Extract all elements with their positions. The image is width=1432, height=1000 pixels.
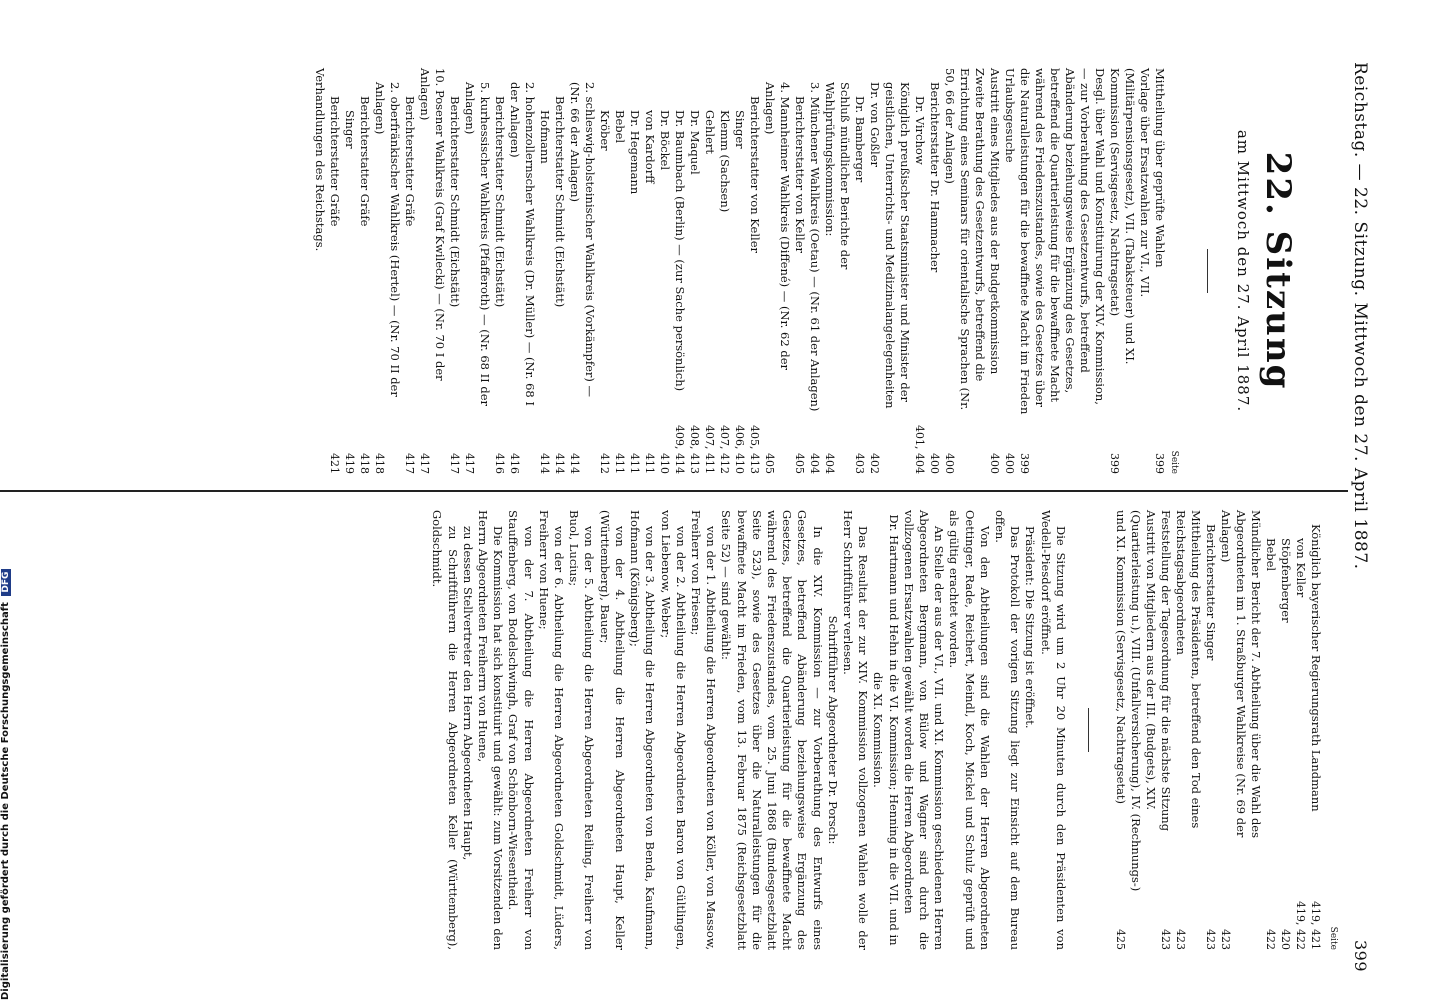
toc-entry-text: Zweite Berathung des Gesetzentwurfs, betreffend die Errichtung eines Seminars für orientalische Sprachen (Nr. 50, 66 der Anlagen) (943, 68, 987, 411)
proceedings-paragraph: In die XIV. Kommission — zur Vorberathung des Entwurfs eines Gesetzes, betreffend Abänderung beziehungsweise Ergänzung des Gesetzes, betreffend die Quartierleistung für die bewaffnete Macht während des Friedenszustandes, vom 25. Juni 1868 (Bundesgesetzblatt Seite 523), sowie des Gesetzes über die Naturalleistungen für die bewaffnete Macht im Frieden, vom 13. Februar 1875 (Reichsgesetzblatt Seite 52) — sind gewählt: (719, 510, 825, 950)
proceedings-paragraph: Das Protokoll der vorigen Sitzung liegt zur Einsicht auf dem Bureau offen. (992, 510, 1023, 950)
toc-entry (1308, 510, 1323, 950)
toc-entry-text: Urlaubsgesuche (1003, 68, 1017, 163)
toc-entry-page: 417 (448, 453, 461, 474)
table-of-contents (312, 68, 1167, 474)
toc-entry-text: Stöpfenberger (1278, 538, 1293, 623)
proceedings-paragraph: Die Sitzung wird um 2 Uhr 20 Minuten durch den Präsidenten von Wedell-Piesdorf eröffnet. (1038, 510, 1068, 950)
toc-entry-text: Dr. Virchow (913, 96, 927, 165)
toc-entry-text: von Kardorff (643, 110, 657, 184)
toc-entry-text: Gehlert (703, 110, 717, 155)
toc-entry-page: 404 (823, 453, 836, 474)
toc-entry (657, 68, 672, 474)
proceedings-paragraph: von der 3. Abtheilung die Herren Abgeordneten von Benda, Kaufmann, Hofmann (Königsberg); (628, 510, 658, 950)
toc-entry (822, 68, 852, 474)
toc-entry-page: 400 (988, 453, 1001, 474)
toc-entry-text: Dr. Böckel (658, 110, 672, 171)
toc-entry-page: 405 (793, 453, 806, 474)
toc-entry-page: 423 (1173, 929, 1187, 950)
toc-entry-text: Dr. Maquel (688, 110, 702, 175)
toc-entry-text: Austritt eines Mitgliedes aus der Budgetkommission (988, 68, 1002, 375)
toc-entry-text: Kröber (598, 110, 612, 151)
toc-entry (747, 68, 762, 474)
toc-entry-text: Singer (733, 110, 747, 149)
toc-entry (792, 68, 807, 474)
toc-entry-page: 404 (808, 453, 821, 474)
proceedings-paragraph: zu Schriftführern die Herren Abgeordneten Keller (Württemberg), Goldschmidt. (430, 510, 460, 950)
toc-entry-text: 4. Mannheimer Wahlkreis (Diffené) — (Nr. 62 der Anlagen) (763, 82, 792, 371)
toc-entry (852, 68, 867, 474)
toc-entry-text: Bebel (1263, 538, 1278, 572)
toc-entry-text: Berichterstatter von Keller (748, 96, 762, 254)
toc-entry-text: Vorlage über Ersatzwahlen zur VI., VII. (Militärpensionsgesetz), VII. (Tabaksteuer) und XI. Kommission (Servisgesetz, Nachtragsetat) (1108, 68, 1152, 365)
toc-entry-text: Dr. Bamberger (853, 96, 867, 183)
toc-entry-text: Berichterstatter Schmidt (Eichstätt) (448, 96, 462, 308)
proceedings-paragraph: Schriftführer Abgeordneter Dr. Porsch: (825, 615, 840, 845)
toc-entry-page: 400 (1003, 453, 1016, 474)
toc-entry (1293, 510, 1308, 950)
toc-entry (447, 68, 462, 474)
title-divider (1207, 249, 1208, 293)
column-divider (0, 490, 1348, 492)
toc-entry-page: 399 (1018, 453, 1031, 474)
proceedings-paragraph: von der 4. Abtheilung die Herren Abgeordneten Haupt, Keller (Württemberg), Bauer; (597, 510, 627, 950)
toc-entry-text: Feststellung der Tagesordnung für die nächste Sitzung (1158, 510, 1173, 832)
proceedings-paragraph: zu dessen Stellvertreter den Herrn Abgeordneten Haupt, (460, 526, 475, 861)
proceedings-paragraph: Präsident: Die Sitzung ist eröffnet. (1023, 526, 1038, 729)
toc-page-label: Seite (1169, 450, 1179, 474)
toc-entry (1203, 510, 1218, 950)
toc-entry (927, 68, 942, 474)
toc-entry-text: von Keller (1293, 538, 1308, 598)
page-number: 399 (1351, 939, 1370, 972)
toc-entry (642, 68, 657, 474)
toc-entry-text: 5. kurhessischer Wahlkreis (Pfafferoth) — (Nr. 68 II der Anlagen) (463, 82, 492, 407)
proceedings-paragraph: von der 6. Abtheilung die Herren Abgeordneten Goldschmidt, Lüders, Freiherr von Huene; (536, 510, 567, 950)
toc-entry-text: Schluß mündlicher Berichte der Wahlprüfungskommission: (823, 82, 852, 270)
toc-entry-page: 425 (1113, 929, 1127, 950)
toc-entry (507, 68, 537, 474)
proceedings-paragraph: Dr. Hartmann und Hehn in die VI. Kommission; Henning in die VII. und in die XI. Kommission. (871, 514, 901, 946)
toc-entry (702, 68, 717, 474)
toc-entry (357, 68, 372, 474)
toc-entry-text: Mittheilung des Präsidenten, betreffend den Tod eines Reichstagsabgeordneten (1173, 510, 1203, 829)
funding-note (0, 571, 12, 1000)
toc-entry (987, 68, 1002, 474)
toc-entry-text: 2. hohenzollernscher Wahlkreis (Dr. Müller) — (Nr. 68 I der Anlagen) (508, 82, 537, 406)
toc-entry (312, 68, 327, 474)
toc-entry (372, 68, 402, 474)
toc-entry-page: 406, 410 (733, 425, 746, 474)
toc-entry-text: Berichterstatter Gräfe (358, 96, 372, 227)
toc-entry (1002, 68, 1017, 474)
toc-entry-text: 3. Münchener Wahlkreis (Oetau) — (Nr. 61 der Anlagen) (808, 82, 822, 412)
toc-entry-page: 410 (658, 453, 671, 474)
toc-entry (912, 68, 927, 474)
toc-entry-text: Mittheilung über geprüfte Wahlen (1153, 68, 1167, 268)
toc-entry (807, 68, 822, 474)
proceedings-text (429, 510, 1068, 950)
toc-entry-page: 407, 412 (718, 425, 731, 474)
toc-entry (1107, 68, 1152, 474)
toc-entry-text: Singer (343, 110, 357, 149)
toc-entry-text: Berichterstatter Singer (1203, 524, 1218, 661)
toc-entry (402, 68, 417, 474)
toc-entry-text: Berichterstatter von Keller (793, 96, 807, 254)
toc-entry-page: 408, 413 (688, 425, 701, 474)
toc-entry-text: Berichterstatter Schmidt (Eichstätt) (553, 96, 567, 308)
toc-entry (327, 68, 342, 474)
toc-entry-page: 423 (1203, 929, 1217, 950)
proceedings-paragraph: Von den Abtheilungen sind die Wahlen der Herren Abgeordneten Oettinger, Rade, Reichert, Meindl, Koch, Mickel und Schulz geprüft und als gültig erachtet worden. (947, 510, 992, 950)
toc-entry-page: 423 (1158, 929, 1172, 950)
right-column (429, 510, 1340, 950)
toc-entry-page: 417 (463, 453, 476, 474)
proceedings-paragraph: An Stelle der aus der VI., VII. und XI. Kommission geschiedenen Herren Abgeordneten Bergmann, von Bülow und Wagner sind durch die vollzogenen Ersatzwahlen gewählt worden die Herren Abgeordneten (901, 510, 947, 950)
toc-entry (1278, 510, 1293, 950)
toc-entry-page: 416 (508, 453, 521, 474)
toc-entry (732, 68, 747, 474)
toc-entry-text: Austritt von Mitgliedern aus der III. (Budgets), XIV. (Quartierleistung u.), VIII. (Unfallversicherung), IV. (Rechnungs-) und XI. Kommission (Servisgesetz, Nachtragsetat) (1113, 510, 1158, 892)
toc-entry (597, 68, 612, 474)
toc-entry-text: Berichterstatter Gräfe (403, 96, 417, 227)
toc-entry-page: 421 (328, 453, 341, 474)
toc-entry-text: 2. schleswig-holsteinischer Wahlkreis (Vorkämpfer) — (Nr. 66 der Anlagen) (568, 82, 597, 398)
toc-entry (1263, 510, 1278, 950)
proceedings-paragraph: Das Resultat der zur XIV. Kommission vollzogenen Wahlen wolle der Herr Schriftführer verlesen. (840, 510, 871, 950)
toc-entry (1113, 510, 1158, 950)
toc-entry-page: 403 (853, 453, 866, 474)
table-of-contents-continued (1113, 510, 1323, 950)
toc-entry-text: Hofmann (538, 110, 552, 164)
toc-entry (627, 68, 642, 474)
running-header (1346, 62, 1370, 972)
toc-entry-text: 10. Posener Wahlkreis (Graf Kwilecki) — (Nr. 70 I der Anlagen) (418, 68, 447, 381)
toc-entry-page: 414 (568, 453, 581, 474)
toc-entry-text: Dr. Hegemann (628, 110, 642, 195)
toc-entry (867, 68, 912, 474)
toc-entry-text: Berichterstatter Schmidt (Eichstätt) (493, 96, 507, 308)
running-title: Reichstag. — 22. Sitzung. Mittwoch den 27. April 1887. (1350, 62, 1370, 570)
toc-entry-page: 422 (1263, 929, 1277, 950)
toc-entry-page: 401, 404 (913, 425, 926, 474)
toc-entry-page: 419, 421 (1308, 901, 1322, 950)
toc-entry-page: 419 (343, 453, 356, 474)
toc-entry-page: 417 (418, 453, 431, 474)
toc-entry (1218, 510, 1263, 950)
toc-entry (342, 68, 357, 474)
session-title: 22. Sitzung (1258, 151, 1298, 391)
toc-entry-page: 412 (598, 453, 611, 474)
proceedings-paragraph: von der 7. Abtheilung die Herren Abgeordneten Freiherr von Stauffenberg, von Bodelschwingh, Graf von Schönborn-Wiesentheid. (506, 510, 536, 950)
section-divider (1088, 708, 1089, 752)
toc-entry-page: 402 (868, 453, 881, 474)
toc-entry (537, 68, 552, 474)
toc-entry-page: 405, 413 (748, 425, 761, 474)
toc-entry-text: Klemm (Sachsen) (718, 110, 732, 213)
toc-entry-page: 417 (403, 453, 416, 474)
toc-entry-page: 419, 422 (1293, 901, 1307, 950)
proceedings-paragraph: von der 1. Abtheilung die Herren Abgeordneten von Köller, von Massow, Freiherr von Friesen; (688, 510, 719, 950)
toc-entry (552, 68, 567, 474)
toc-entry (687, 68, 702, 474)
toc-entry-page: 407, 411 (703, 425, 716, 474)
toc-entry (1173, 510, 1203, 950)
proceedings-paragraph: Die Kommission hat sich konstituirt und gewählt: zum Vorsitzenden den Herrn Abgeordneten Freiherrn von Huene, (476, 510, 506, 950)
toc-entry (462, 68, 492, 474)
dfg-logo: DFG (1, 569, 11, 596)
toc-entry-page: 400 (928, 453, 941, 474)
toc-entry-page: 400 (943, 453, 956, 474)
toc-entry-text: Desgl. über Wahl und Konstituirung der XIV. Kommission, — zur Vorberathung des Gesetzentwurfs, betreffend Abänderung beziehungsweise Ergänzung des Gesetzes, betreffend die Quartierleistung für die bewaffnete Macht während des Friedenszustandes, sowie des Gesetzes über die Naturalleistungen für die bewaffnete Macht im Frieden (1018, 68, 1107, 415)
toc-entry-text: Verhandlungen des Reichstags. (313, 68, 327, 252)
toc-entry-page: 416 (493, 453, 506, 474)
funding-text: Digitalisierung gefördert durch die Deutsche Forschungsgemeinschaft (0, 602, 11, 1000)
toc-entry (1017, 68, 1107, 474)
left-column (312, 68, 1340, 474)
toc-entry-page: 411 (613, 453, 626, 474)
toc-entry (717, 68, 732, 474)
toc-entry-text: Berichterstatter Gräfe (328, 96, 342, 227)
toc-entry-text: Königlich preußischer Staatsminister und Minister der geistlichen, Unterrichts- und Medizinalangelegenheiten Dr. von Goßler (868, 82, 912, 409)
toc-entry-page: 418 (373, 453, 386, 474)
session-date: am Mittwoch den 27. April 1887. (1234, 129, 1252, 413)
toc-entry (492, 68, 507, 474)
toc-entry-text: Mündlicher Bericht der 7. Abtheilung über die Wahl des Abgeordneten im 1. Straßburger Wahlkreise (Nr. 69 der Anlagen) (1218, 510, 1263, 839)
toc-entry-page: 411 (643, 453, 656, 474)
toc-entry-page: 405 (763, 453, 776, 474)
toc-entry (1158, 510, 1173, 950)
toc-entry-page: 414 (553, 453, 566, 474)
toc-entry-text: 2. oberfränkischer Wahlkreis (Hertel) — (Nr. 70 II der Anlagen) (373, 82, 402, 397)
toc-entry-page: 411 (628, 453, 641, 474)
toc-entry (942, 68, 987, 474)
toc-entry (762, 68, 792, 474)
toc-entry (672, 68, 687, 474)
toc-entry (567, 68, 597, 474)
toc-entry-text: Berichterstatter Dr. Hammacher (928, 82, 942, 273)
toc-entry-page: 420 (1278, 929, 1292, 950)
toc-entry-page: 409, 414 (673, 425, 686, 474)
toc-entry (1152, 68, 1167, 474)
toc-entry-page: 414 (538, 453, 551, 474)
toc-entry (417, 68, 447, 474)
proceedings-paragraph: von der 2. Abtheilung die Herren Abgeordneten Baron von Gültlingen, von Liebenow, Weber; (658, 510, 688, 950)
toc-entry-page: 399 (1153, 453, 1166, 474)
toc-entry-page: 418 (358, 453, 371, 474)
toc-page-label: Seite (1328, 926, 1338, 950)
proceedings-paragraph: von der 5. Abtheilung die Herren Abgeordneten Reiling, Freiherr von Buol, Lucius; (567, 510, 597, 950)
toc-entry-text: Dr. Baumbach (Berlin) — (zur Sache persönlich) (673, 110, 687, 392)
toc-entry-text: Königlich bayerischer Regierungsrath Landmann (1308, 524, 1323, 812)
toc-entry-page: 423 (1218, 929, 1232, 950)
toc-entry-page: 399 (1108, 453, 1121, 474)
toc-entry (612, 68, 627, 474)
toc-entry-text: Bebel (613, 110, 627, 144)
